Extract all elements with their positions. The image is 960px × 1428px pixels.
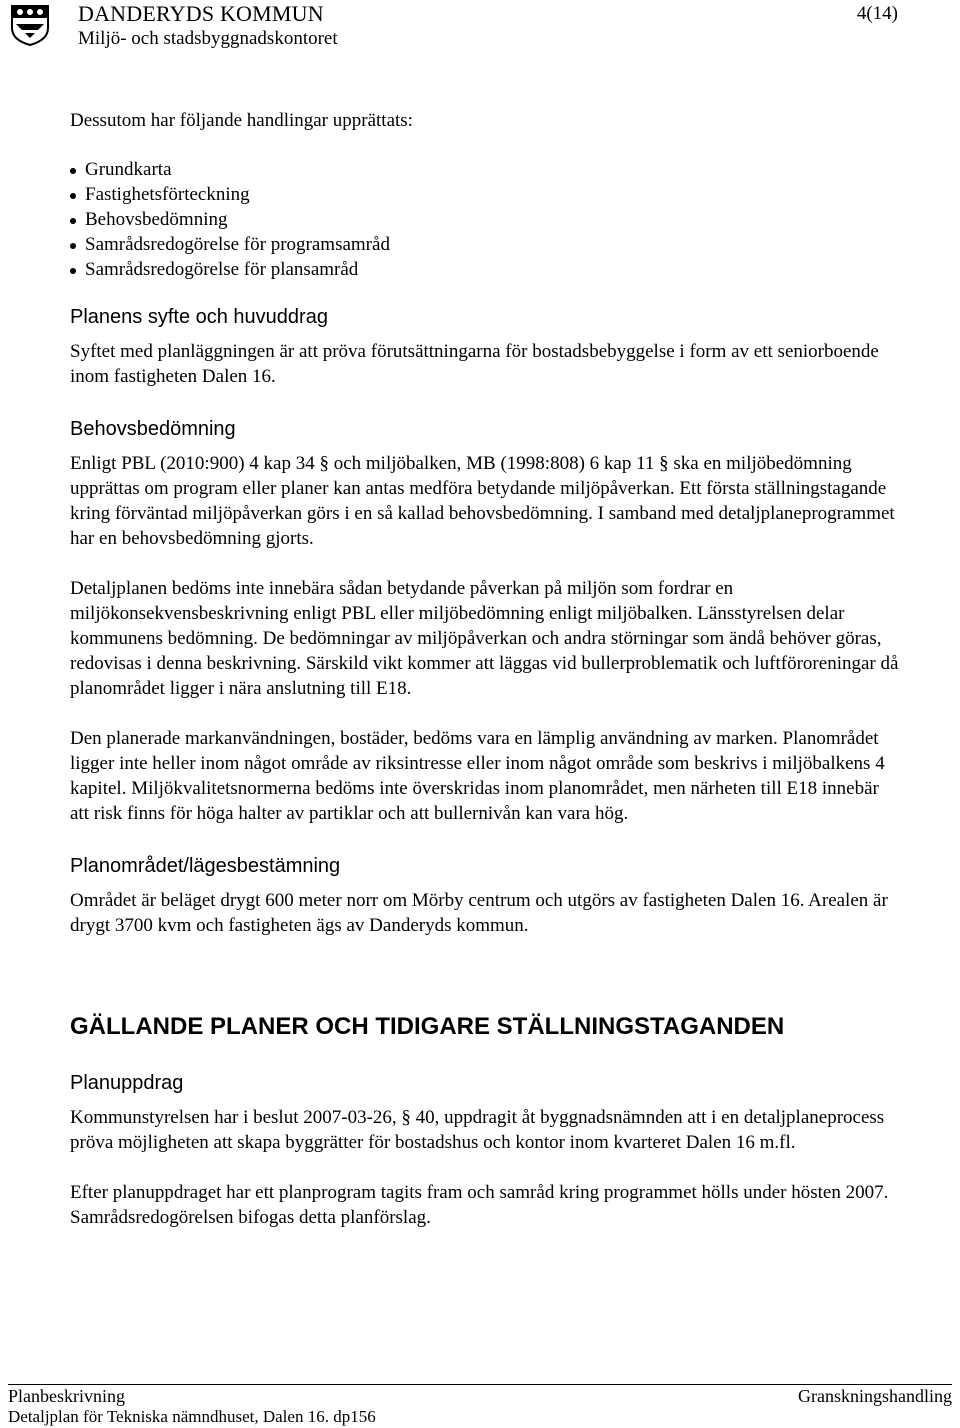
document-body xyxy=(70,108,900,1230)
bullet-icon xyxy=(70,168,76,174)
location-paragraph: Området är beläget drygt 600 meter norr om Mörby centrum och utgörs av fastigheten Dalen 16. Arealen är drygt 3700 kvm och fastigheten ägs av Danderyds kommun. xyxy=(70,890,888,936)
bullet-icon xyxy=(70,268,76,274)
section-heading-location: Planområdet/lägesbestämning xyxy=(70,855,341,877)
footer-doc-title: Detaljplan för Tekniska nämndhuset, Dalen 16. dp156 xyxy=(8,1407,376,1426)
bullet-icon xyxy=(70,243,76,249)
list-item: Fastighetsförteckning xyxy=(70,182,900,207)
planuppdrag-paragraph-1: Kommunstyrelsen har i beslut 2007-03-26, § 40, uppdragit åt byggnadsnämnden att i en detaljplaneprocess pröva möjligheten att skapa byggrätter för bostadshus och kontor inom kvarteret Dalen 16 m.fl. xyxy=(70,1107,885,1153)
planuppdrag-paragraph-2: Efter planuppdraget har ett planprogram tagits fram och samråd kring programmet hölls under hösten 2007. Samrådsredogörelsen bifogas detta planförslag. xyxy=(70,1182,889,1228)
coat-of-arms-icon xyxy=(10,4,50,46)
footer-doc-type: Planbeskrivning xyxy=(8,1386,125,1406)
department-name: Miljö- och stadsbyggnadskontoret xyxy=(78,28,338,49)
list-item: Grundkarta xyxy=(70,157,900,182)
section-heading-purpose: Planens syfte och huvuddrag xyxy=(70,306,328,328)
main-heading: GÄLLANDE PLANER OCH TIDIGARE STÄLLNINGSTAGANDEN xyxy=(70,1013,785,1040)
page-number: 4(14) xyxy=(856,3,898,24)
bullet-icon xyxy=(70,193,76,199)
footer-status: Granskningshandling xyxy=(798,1386,952,1406)
list-item: Samrådsredogörelse för programsamråd xyxy=(70,232,900,257)
assessment-paragraph-3: Den planerade markanvändningen, bostäder, bedöms vara en lämplig användning av marken. Planområdet ligger inte heller inom något område av riksintresse eller inom något område som beskrivs i miljöbalkens 4 kapitel. Miljökvalitetsnormerna bedöms inte överskridas inom planområdet, men närheten till E18 innebär att risk finns för höga halter av partiklar och att bullernivån kan vara hög. xyxy=(70,728,885,824)
purpose-paragraph: Syftet med planläggningen är att pröva förutsättningarna för bostadsbebyggelse i form av ett seniorboende inom fastigheten Dalen 16. xyxy=(70,341,879,387)
section-heading-assessment: Behovsbedömning xyxy=(70,418,236,440)
list-item: Samrådsredogörelse för plansamråd xyxy=(70,257,900,282)
assessment-paragraph-2: Detaljplanen bedöms inte innebära sådan betydande påverkan på miljön som fordrar en miljökonsekvensbeskrivning enligt PBL eller miljöbedömning enligt miljöbalken. Länsstyrelsen delar kommunens bedömning. De bedömningar av miljöpåverkan och andra störningar som ändå behöver göras, redovisas i denna beskrivning. Särskild vikt kommer att läggas vid bullerproblematik och luftföroreningar då planområdet ligger i nära anslutning till E18. xyxy=(70,578,899,699)
list-item: Behovsbedömning xyxy=(70,207,900,232)
intro-text: Dessutom har följande handlingar upprättats: xyxy=(70,110,413,131)
bullet-icon xyxy=(70,218,76,224)
assessment-paragraph-1: Enligt PBL (2010:900) 4 kap 34 § och miljöbalken, MB (1998:808) 6 kap 11 § ska en miljöbedömning upprättas om program eller planer kan antas medföra betydande miljöpåverkan. Ett första ställningstagande kring förväntad miljöpåverkan görs i en så kallad behovsbedömning. I samband med detaljplaneprogrammet har en behovsbedömning gjorts. xyxy=(70,453,895,549)
organization-name: DANDERYDS KOMMUN xyxy=(78,1,324,26)
section-heading-planuppdrag: Planuppdrag xyxy=(70,1072,184,1094)
documents-list xyxy=(70,157,900,282)
